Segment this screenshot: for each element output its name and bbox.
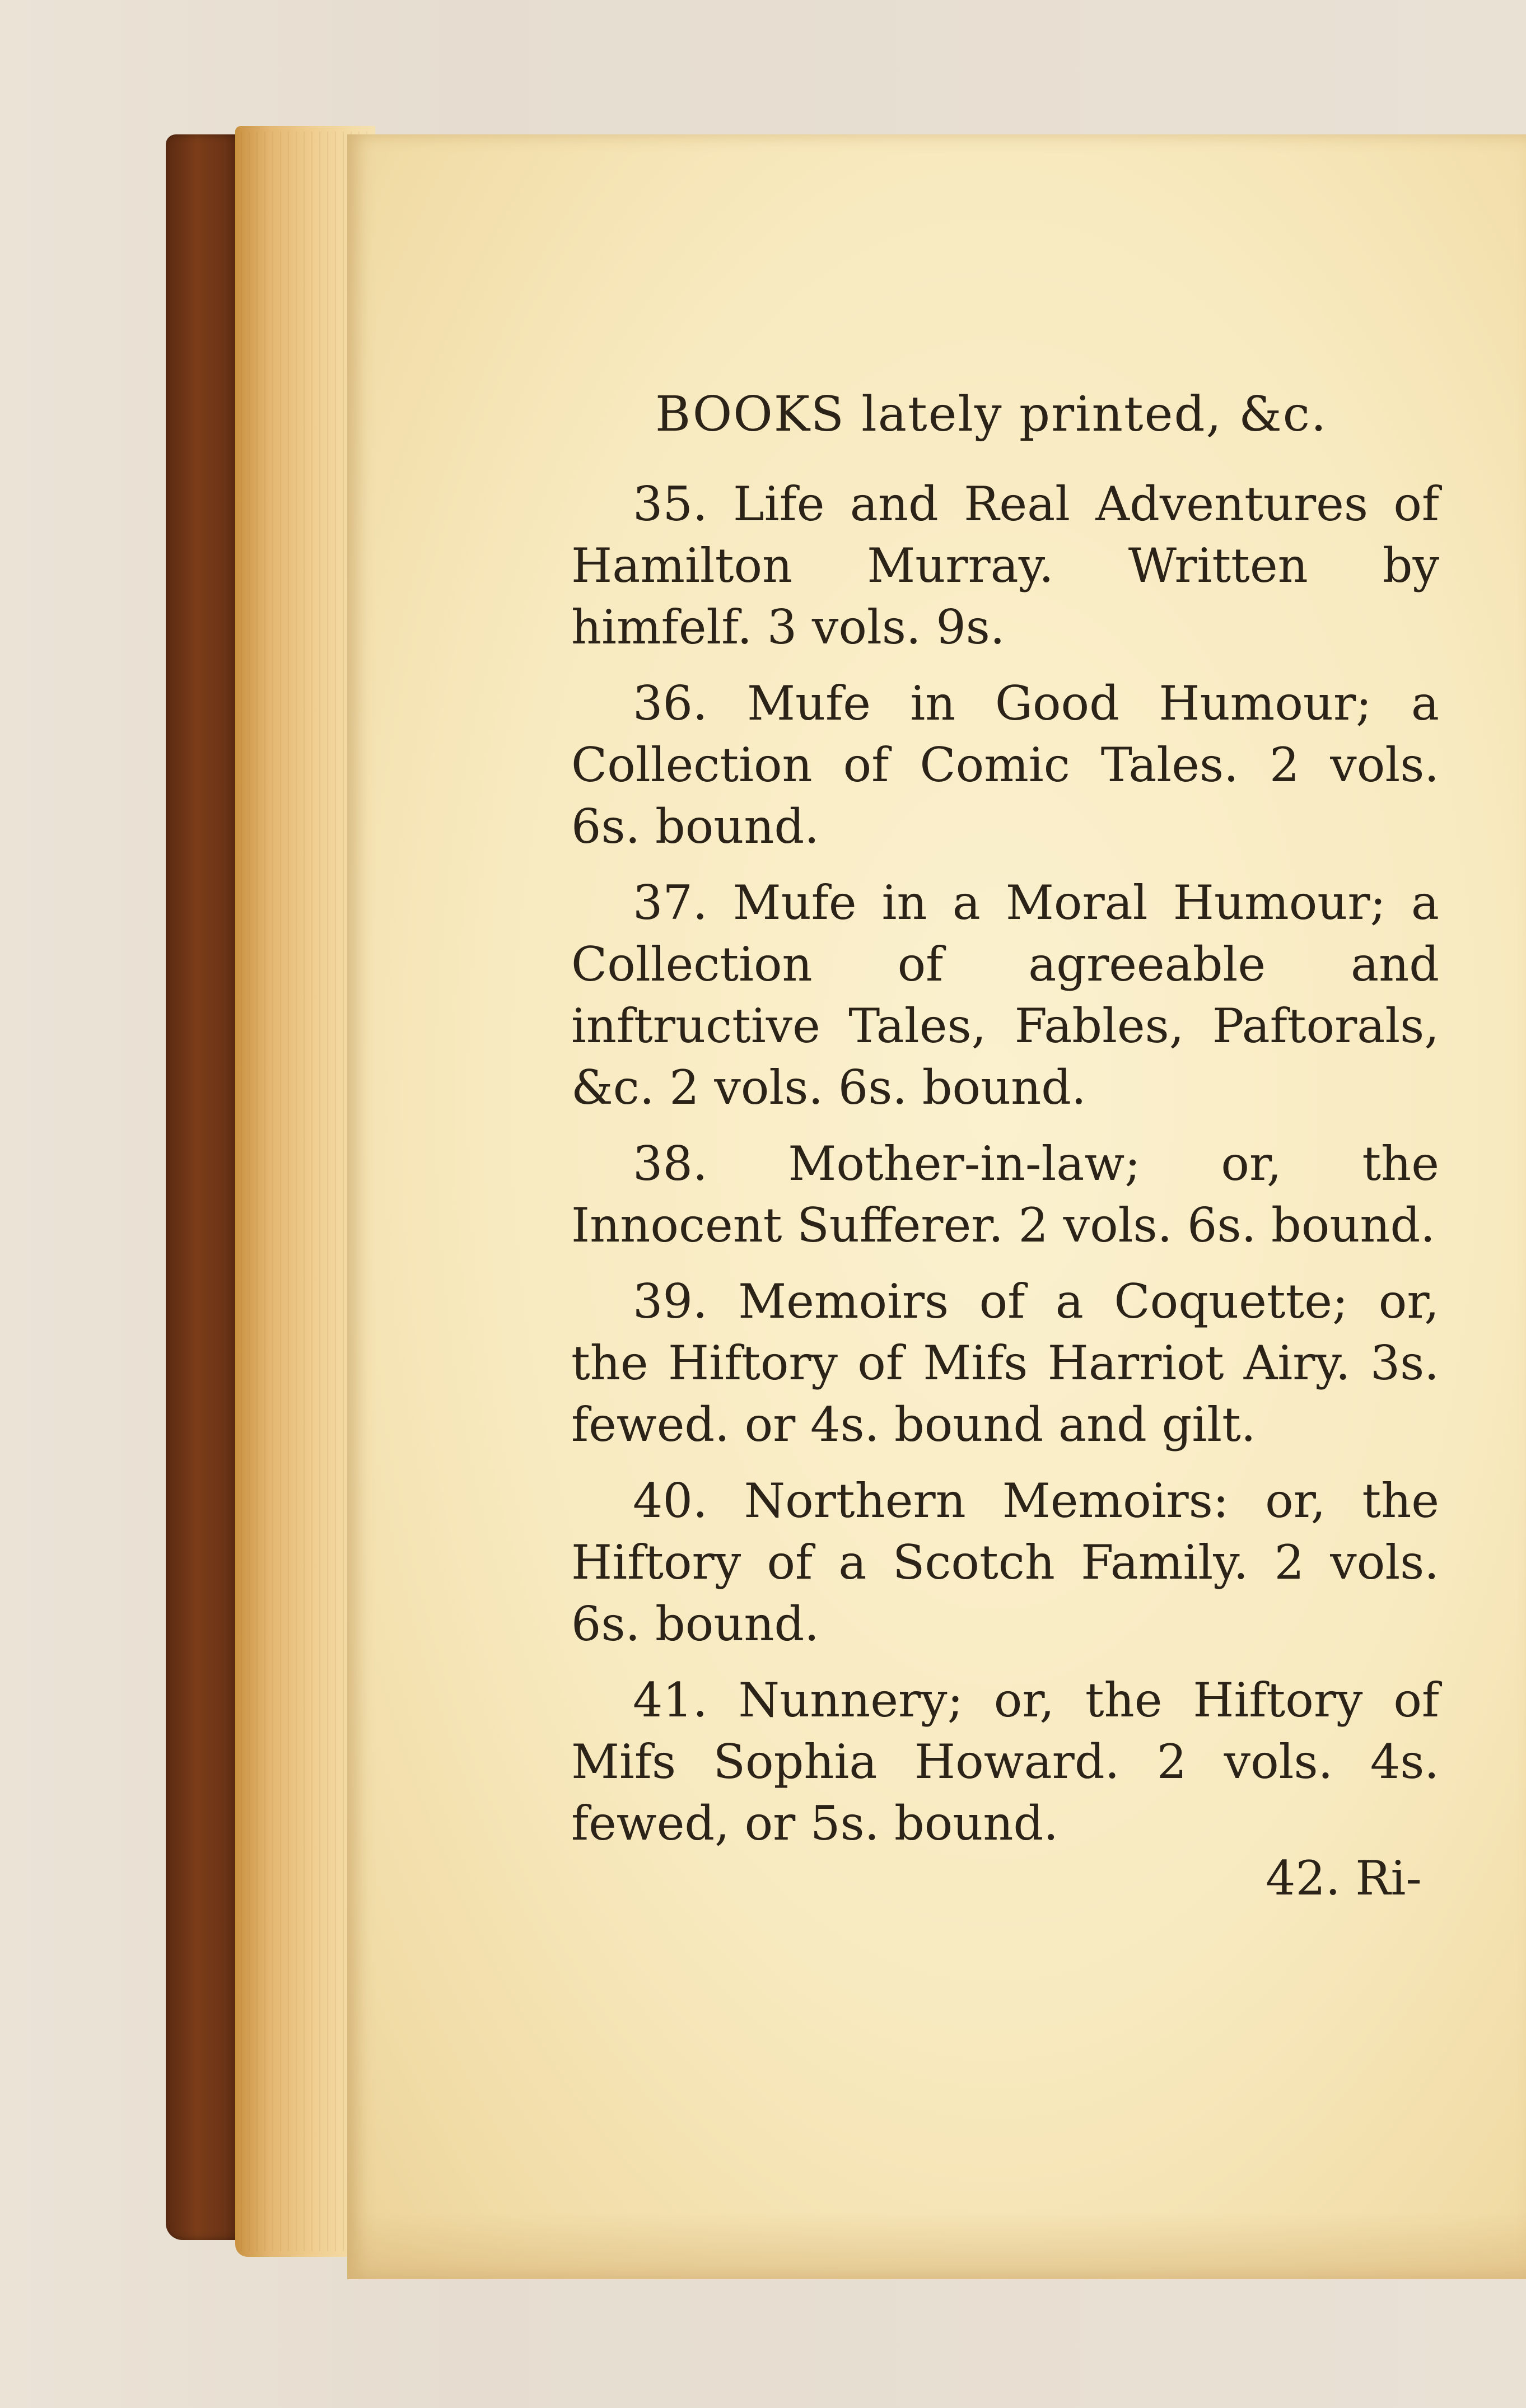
book-entry-36: 36. Mufe in Good Humour; a Collection of Comic Tales. 2 vols. 6s. bound. bbox=[571, 676, 1439, 854]
catchword: 42. Ri- bbox=[1266, 1851, 1422, 1906]
book-entry-35: 35. Life and Real Adventures of Hamilton Murray. Written by himfelf. 3 vols. 9s. bbox=[571, 477, 1439, 655]
book-entry-41: 41. Nunnery; or, the Hiftory of Mifs Sophia Howard. 2 vols. 4s. fewed, or 5s. bound. bbox=[571, 1673, 1439, 1851]
page-bottom-shadow bbox=[347, 2212, 1526, 2279]
page-text bbox=[571, 386, 1439, 1869]
book-entry-40: 40. Northern Memoirs: or, the Hiftory of a Scotch Family. 2 vols. 6s. bound. bbox=[571, 1473, 1439, 1651]
book-entry-39: 39. Memoirs of a Coquette; or, the Hiftory of Mifs Harriot Airy. 3s. fewed. or 4s. bound and gilt. bbox=[571, 1274, 1439, 1452]
book-entry-37: 37. Mufe in a Moral Humour; a Collection of agreeable and inftructive Tales, Fables, Paftorals, &c. 2 vols. 6s. bound. bbox=[571, 875, 1439, 1115]
book-entry-38: 38. Mother-in-law; or, the Innocent Sufferer. 2 vols. 6s. bound. bbox=[571, 1136, 1439, 1253]
book-spine bbox=[166, 134, 244, 2240]
running-header: BOOKS lately printed, &c. bbox=[655, 386, 1328, 442]
